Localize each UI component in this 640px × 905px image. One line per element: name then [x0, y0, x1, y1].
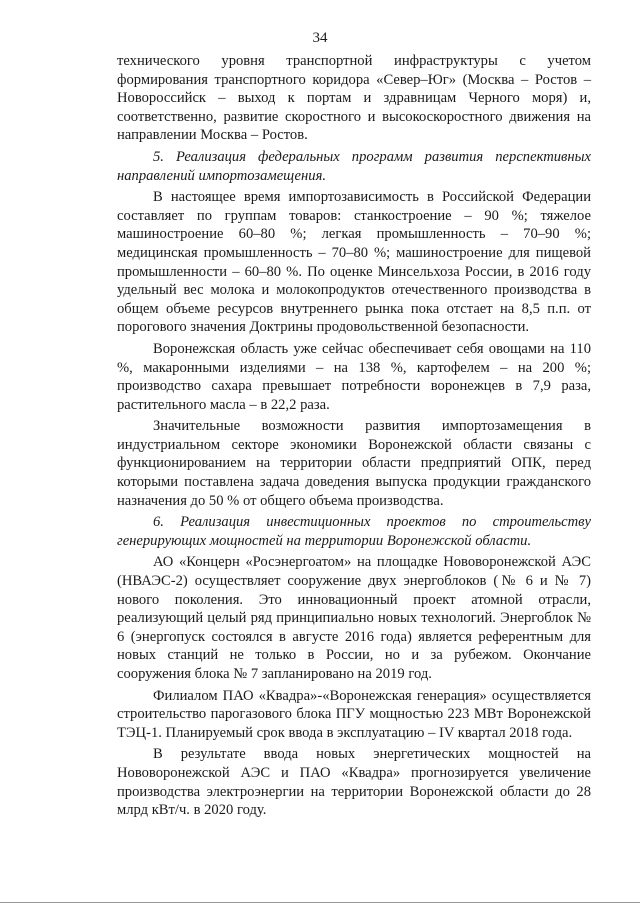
paragraph-continuation: технического уровня транспортной инфраструктуры с учетом формирования транспортного коридора «Север–Юг» (Москва – Ростов – Новороссийск – выход к портам и здравницам Черного моря) и, соответственно, развитие скоростного и высокоскоростного движения на направлении Москва – Ростов.: [117, 53, 591, 144]
paragraph-import-dependence: В настоящее время импортозависимость в Российской Федерации составляет по группам товаров: станкостроение – 90 %; тяжелое машиностроение 60–80 %; легкая промышленность – 70–90 %; медицинская промышленность – 70–80 %; машиностроение для пищевой промышленности – 60–80 %. По оценке Минсельхоза России, в 2016 году удельный вес молока и молокопродуктов отечественного производства в общем объеме ресурсов внутреннего рынка пока отстает на 8,5 п.п. от порогового значения Доктрины продовольственной безопасности.: [117, 189, 591, 336]
paragraph-rosenergoatom: АО «Концерн «Росэнергоатом» на площадке Нововоронежской АЭС (НВАЭС-2) осуществляет сооружение двух энергоблоков (№ 6 и № 7) нового поколения. Это инновационный проект атомной отрасли, реализующий целый ряд принципиально новых технологий. Энергоблок № 6 (энергопуск состоялся в августе 2016 года) является референтным для новых станций не только в России, но и за рубежом. Окончание сооружения блока № 7 запланировано на 2019 год.: [117, 554, 591, 682]
section-heading-6: 6. Реализация инвестиционных проектов по строительству генерирующих мощностей на территории Воронежской области.: [117, 514, 591, 549]
paragraph-kvadra: Филиалом ПАО «Квадра»-«Воронежская генерация» осуществляется строительство парогазового блока ПГУ мощностью 223 МВт Воронежской ТЭЦ-1. Планируемый срок ввода в эксплуатацию – IV квартал 2018 года.: [117, 687, 591, 741]
document-body: [117, 52, 591, 820]
paragraph-industrial-sector: Значительные возможности развития импортозамещения в индустриальном секторе экономики Воронежской области связаны с функционированием на территории области предприятий ОПК, перед которыми поставлена задача доведения выпуска продукции гражданского назначения до 50 % от общего объема производства.: [117, 418, 591, 509]
paragraph-self-sufficiency: Воронежская область уже сейчас обеспечивает себя овощами на 110 %, макаронными изделиями – на 138 %, картофелем – на 200 %; производство сахара превышает потребности воронежцев в 7,9 раза, растительного масла – в 22,2 раза.: [117, 340, 591, 413]
bottom-divider: [0, 902, 640, 903]
page-number: 34: [312, 30, 328, 46]
section-heading-5: 5. Реализация федеральных программ развития перспективных направлений импортозамещения.: [117, 148, 591, 184]
paragraph-forecast: В результате ввода новых энергетических мощностей на Нововоронежской АЭС и ПАО «Квадра» прогнозируется увеличение производства электроэнергии на территории Воронежской области до 28 млрд кВт/ч. в 2020 году.: [117, 746, 591, 819]
